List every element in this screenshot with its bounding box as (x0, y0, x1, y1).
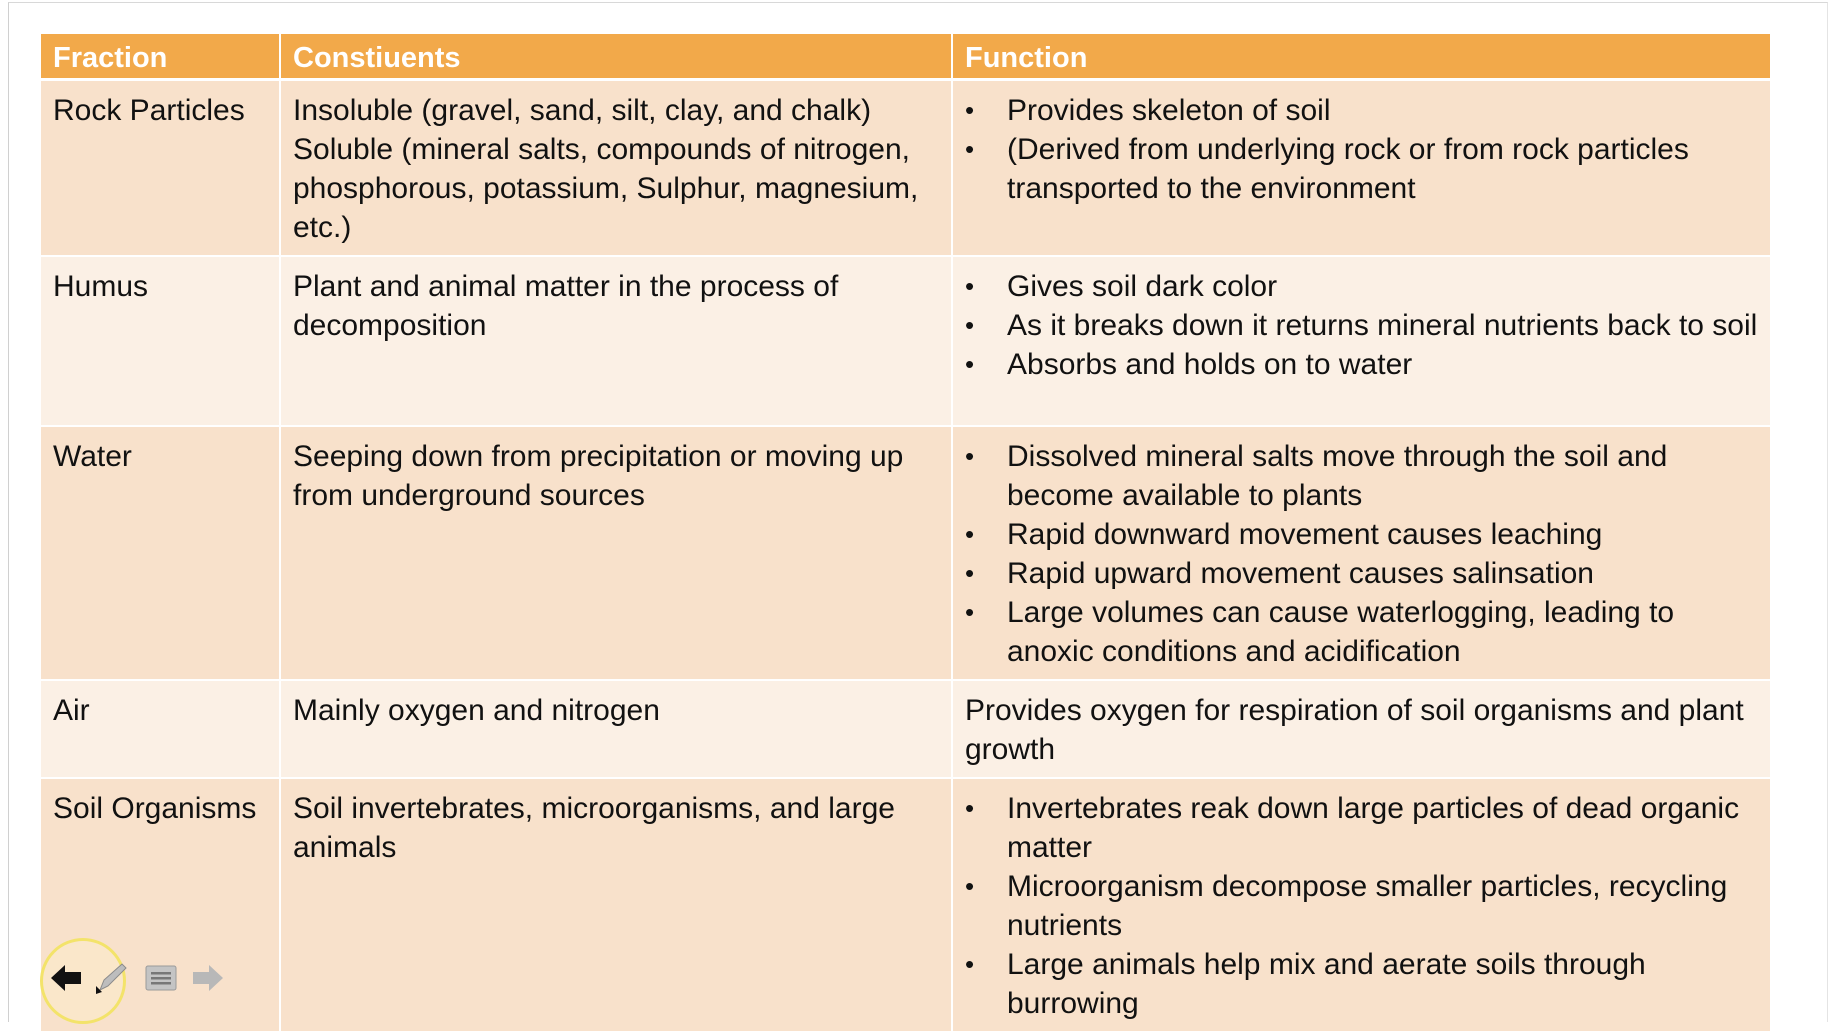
table-row (41, 681, 1770, 779)
function-bullet: • Absorbs and holds on to water (965, 345, 1758, 384)
slideshow-controls (46, 958, 236, 1002)
previous-slide-button[interactable] (46, 958, 86, 998)
next-arrow-icon (191, 963, 225, 993)
function-cell (953, 257, 1770, 427)
constituent-text: Soil invertebrates, microorganisms, and large animals (293, 792, 895, 864)
function-cell (953, 81, 1770, 257)
constituent-text: Mainly oxygen and nitrogen (293, 694, 660, 727)
table-row (41, 779, 1770, 1033)
table-row (41, 81, 1770, 257)
table-row (41, 257, 1770, 427)
constituents-cell (281, 681, 953, 779)
constituents-cell (281, 427, 953, 681)
slides-menu-icon (145, 964, 177, 992)
function-bullet: • Large volumes can cause waterlogging, leading to anoxic conditions and acidification (965, 593, 1758, 671)
constituents-cell (281, 257, 953, 427)
table-header-row (41, 34, 1770, 81)
header-function: Function (953, 34, 1770, 81)
fraction-cell: Water (41, 427, 281, 681)
function-cell (953, 427, 1770, 681)
header-constituents: Constiuents (281, 34, 953, 81)
function-cell (953, 779, 1770, 1033)
constituents-cell (281, 81, 953, 257)
function-bullet: • Rapid upward movement causes salinsation (965, 554, 1758, 593)
fraction-cell: Humus (41, 257, 281, 427)
constituent-text: Insoluble (gravel, sand, silt, clay, and chalk) (293, 94, 872, 127)
function-bullet: • Rapid downward movement causes leaching (965, 515, 1758, 554)
table-row (41, 427, 1770, 681)
fraction-cell: Rock Particles (41, 81, 281, 257)
previous-arrow-icon (49, 963, 83, 993)
function-bullet: • (Derived from underlying rock or from rock particles transported to the environment (965, 130, 1758, 208)
fraction-cell: Soil Organisms (41, 779, 281, 1033)
constituent-text: Seeping down from precipitation or moving up from underground sources (293, 440, 904, 512)
fraction-cell: Air (41, 681, 281, 779)
next-slide-button[interactable] (188, 958, 228, 998)
function-cell: Provides oxygen for respiration of soil organisms and plant growth (953, 681, 1770, 779)
function-bullet: • Dissolved mineral salts move through the soil and become available to plants (965, 437, 1758, 515)
function-bullet: • As it breaks down it returns mineral nutrients back to soil (965, 306, 1758, 345)
constituents-cell (281, 779, 953, 1033)
pen-tool-button[interactable] (92, 958, 132, 998)
function-bullet: • Invertebrates reak down large particles of dead organic matter (965, 789, 1758, 867)
function-bullet: • Large animals help mix and aerate soils through burrowing (965, 945, 1758, 1023)
constituent-text: Plant and animal matter in the process of decomposition (293, 270, 839, 342)
function-bullet: • Microorganism decompose smaller particles, recycling nutrients (965, 867, 1758, 945)
soil-composition-table (41, 34, 1770, 1033)
header-fraction: Fraction (41, 34, 281, 81)
function-bullet: • Provides skeleton of soil (965, 91, 1758, 130)
function-bullet: • Gives soil dark color (965, 267, 1758, 306)
constituent-text: Soluble (mineral salts, compounds of nitrogen, phosphorous, potassium, Sulphur, magnesium, etc.) (293, 133, 919, 244)
pen-icon (94, 960, 130, 996)
slides-menu-button[interactable] (141, 958, 181, 998)
